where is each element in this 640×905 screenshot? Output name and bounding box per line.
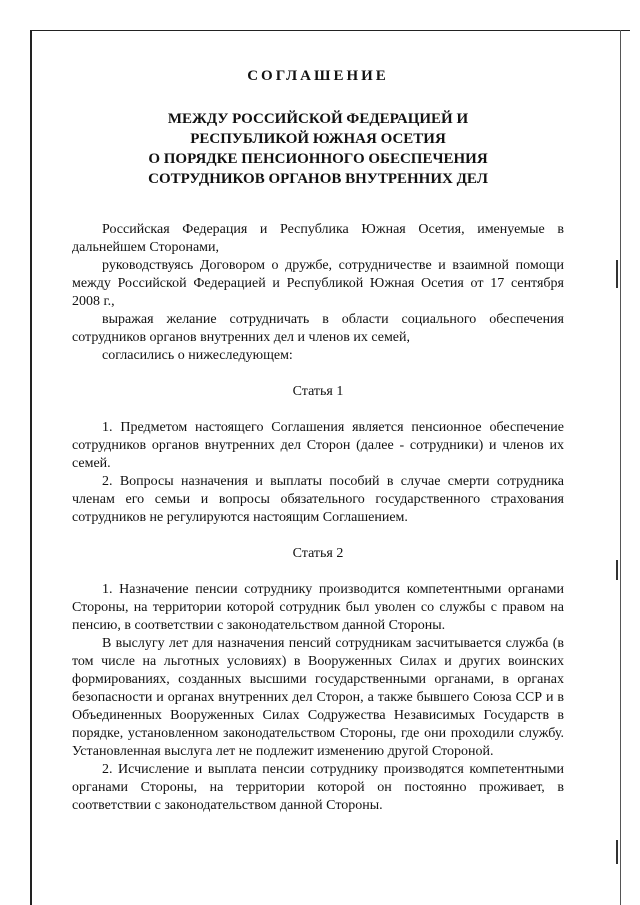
preamble-paragraph: руководствуясь Договором о дружбе, сотрудничестве и взаимной помощи между Российской Федерацией и Республикой Южная Осетия от 17 сентября 2008 г., — [72, 258, 564, 309]
article-paragraph: 1. Предметом настоящего Соглашения является пенсионное обеспечение сотрудников органов внутренних дел Сторон (далее - сотрудники) и членов их семей. — [72, 420, 564, 471]
subtitle-line: СОТРУДНИКОВ ОРГАНОВ ВНУТРЕННИХ ДЕЛ — [148, 171, 488, 187]
document-body — [72, 68, 564, 815]
subtitle-line: МЕЖДУ РОССИЙСКОЙ ФЕДЕРАЦИЕЙ И — [167, 111, 469, 127]
document-subtitle — [72, 109, 564, 189]
article-paragraph: 2. Вопросы назначения и выплаты пособий в случае смерти сотрудника членам его семьи и вопросы обязательного государственного страхования сотрудников не регулируются настоящим Соглашением. — [72, 474, 564, 525]
scan-mark — [616, 260, 618, 288]
scan-mark — [616, 840, 618, 864]
preamble-paragraph: согласились о нижеследующем: — [102, 348, 293, 363]
article-1 — [72, 383, 564, 527]
preamble-paragraph: выражая желание сотрудничать в области социального обеспечения сотрудников органов внутренних дел и членов их семей, — [72, 312, 564, 345]
preamble — [72, 221, 564, 365]
article-paragraph: В выслугу лет для назначения пенсий сотрудникам засчитывается служба (в том числе на льготных условиях) в Вооруженных Силах и других воинских формированиях, созданных высшими государственными органами, в органах безопасности и органах внутренних дел Сторон, а также бывшего Союза ССР и в Объединенных Вооруженных Силах Содружества Независимых Государств в порядке, установленном законодательством Стороны, где они проходили службу. Установленная выслуга лет не подлежит изменению другой Стороной. — [72, 636, 564, 759]
article-paragraph: 1. Назначение пенсии сотруднику производится компетентными органами Стороны, на территории которой сотрудник был уволен со службы с правом на пенсию, в соответствии с законодательством данной Стороны. — [72, 582, 564, 633]
document-title: СОГЛАШЕНИЕ — [247, 68, 389, 84]
page-border-top — [30, 30, 630, 31]
subtitle-line: О ПОРЯДКЕ ПЕНСИОННОГО ОБЕСПЕЧЕНИЯ — [148, 151, 488, 167]
article-heading: Статья 1 — [292, 384, 344, 399]
page-border-left — [30, 30, 32, 905]
page-border-right — [620, 30, 621, 905]
article-heading: Статья 2 — [292, 546, 344, 561]
article-2 — [72, 545, 564, 815]
preamble-paragraph: Российская Федерация и Республика Южная Осетия, именуемые в дальнейшем Сторонами, — [72, 222, 564, 255]
subtitle-line: РЕСПУБЛИКОЙ ЮЖНАЯ ОСЕТИЯ — [190, 131, 446, 147]
article-paragraph: 2. Исчисление и выплата пенсии сотруднику производятся компетентными органами Стороны, на территории которой он постоянно проживает, в соответствии с законодательством данной Стороны. — [72, 762, 564, 813]
scan-mark — [616, 560, 618, 580]
